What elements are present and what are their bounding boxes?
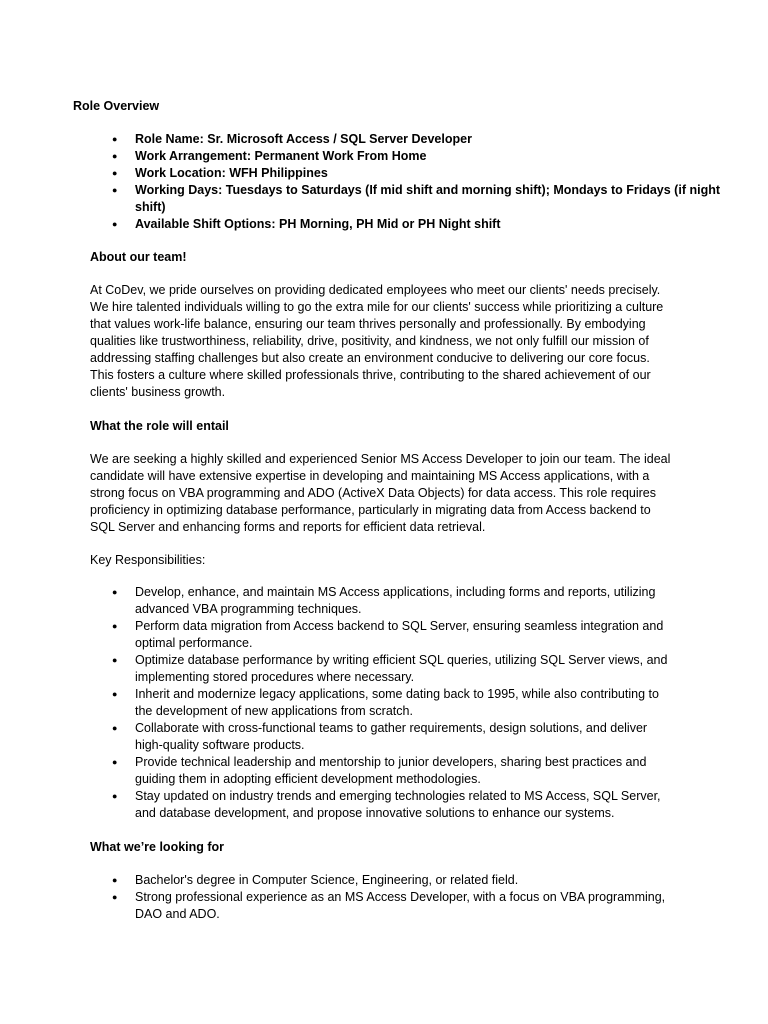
list-item: ● Perform data migration from Access backend to SQL Server, ensuring seamless integration and optimal performance. (135, 618, 695, 652)
responsibilities-list (135, 584, 695, 822)
list-item: ● Inherit and modernize legacy applications, some dating back to 1995, while also contributing to the development of new applications from scratch. (135, 686, 695, 720)
about-paragraph: At CoDev, we pride ourselves on providing dedicated employees who meet our clients' needs precisely. We hire talented individuals willing to go the extra mile for our clients' success while prioritizing a culture that values work-life balance, ensuring our team thrives personally and professionally. By embodying qualities like trustworthiness, reliability, drive, positivity, and kindness, we not only fulfill our mission of addressing staffing challenges but also create an environment conducive to delivering our core focus. This fosters a culture where skilled professionals thrive, contributing to the shared achievement of our clients' business growth. (90, 283, 664, 399)
list-item: ● Develop, enhance, and maintain MS Access applications, including forms and reports, utilizing advanced VBA programming techniques. (135, 584, 695, 618)
responsibilities-label: Key Responsibilities: (90, 553, 206, 567)
role-heading: What the role will entail (90, 419, 229, 433)
list-item: ● Optimize database performance by writing efficient SQL queries, utilizing SQL Server views, and implementing stored procedures where necessary. (135, 652, 695, 686)
list-item: ● Working Days: Tuesdays to Saturdays (If mid shift and morning shift); Mondays to Fridays (if night shift) (135, 182, 735, 216)
looking-for-heading: What we’re looking for (90, 840, 225, 854)
role-overview-title: Role Overview (73, 99, 160, 113)
list-item: ● Stay updated on industry trends and emerging technologies related to MS Access, SQL Server, and database development, and propose innovative solutions to enhance our systems. (135, 788, 695, 822)
list-item: ● Available Shift Options: PH Morning, PH Mid or PH Night shift (135, 216, 735, 233)
list-item: ● Role Name: Sr. Microsoft Access / SQL Server Developer (135, 131, 735, 148)
list-item: ● Work Location: WFH Philippines (135, 165, 735, 182)
list-item: ● Work Arrangement: Permanent Work From Home (135, 148, 735, 165)
about-heading: About our team! (90, 250, 187, 264)
list-item: ● Collaborate with cross-functional teams to gather requirements, design solutions, and deliver high-quality software products. (135, 720, 695, 754)
looking-for-list (135, 872, 695, 923)
role-paragraph: We are seeking a highly skilled and experienced Senior MS Access Developer to join our team. The ideal candidate will have extensive expertise in developing and maintaining MS Access applications, with a strong focus on VBA programming and ADO (ActiveX Data Objects) for data access. This role requires proficiency in optimizing database performance, particularly in migrating data from Access backend to SQL Server and enhancing forms and reports for efficient data retrieval. (90, 452, 671, 534)
list-item: ● Strong professional experience as an MS Access Developer, with a focus on VBA programming, DAO and ADO. (135, 889, 695, 923)
list-item: ● Provide technical leadership and mentorship to junior developers, sharing best practices and guiding them in adopting efficient development methodologies. (135, 754, 695, 788)
list-item: ● Bachelor's degree in Computer Science, Engineering, or related field. (135, 872, 695, 889)
role-overview-list (135, 131, 735, 233)
